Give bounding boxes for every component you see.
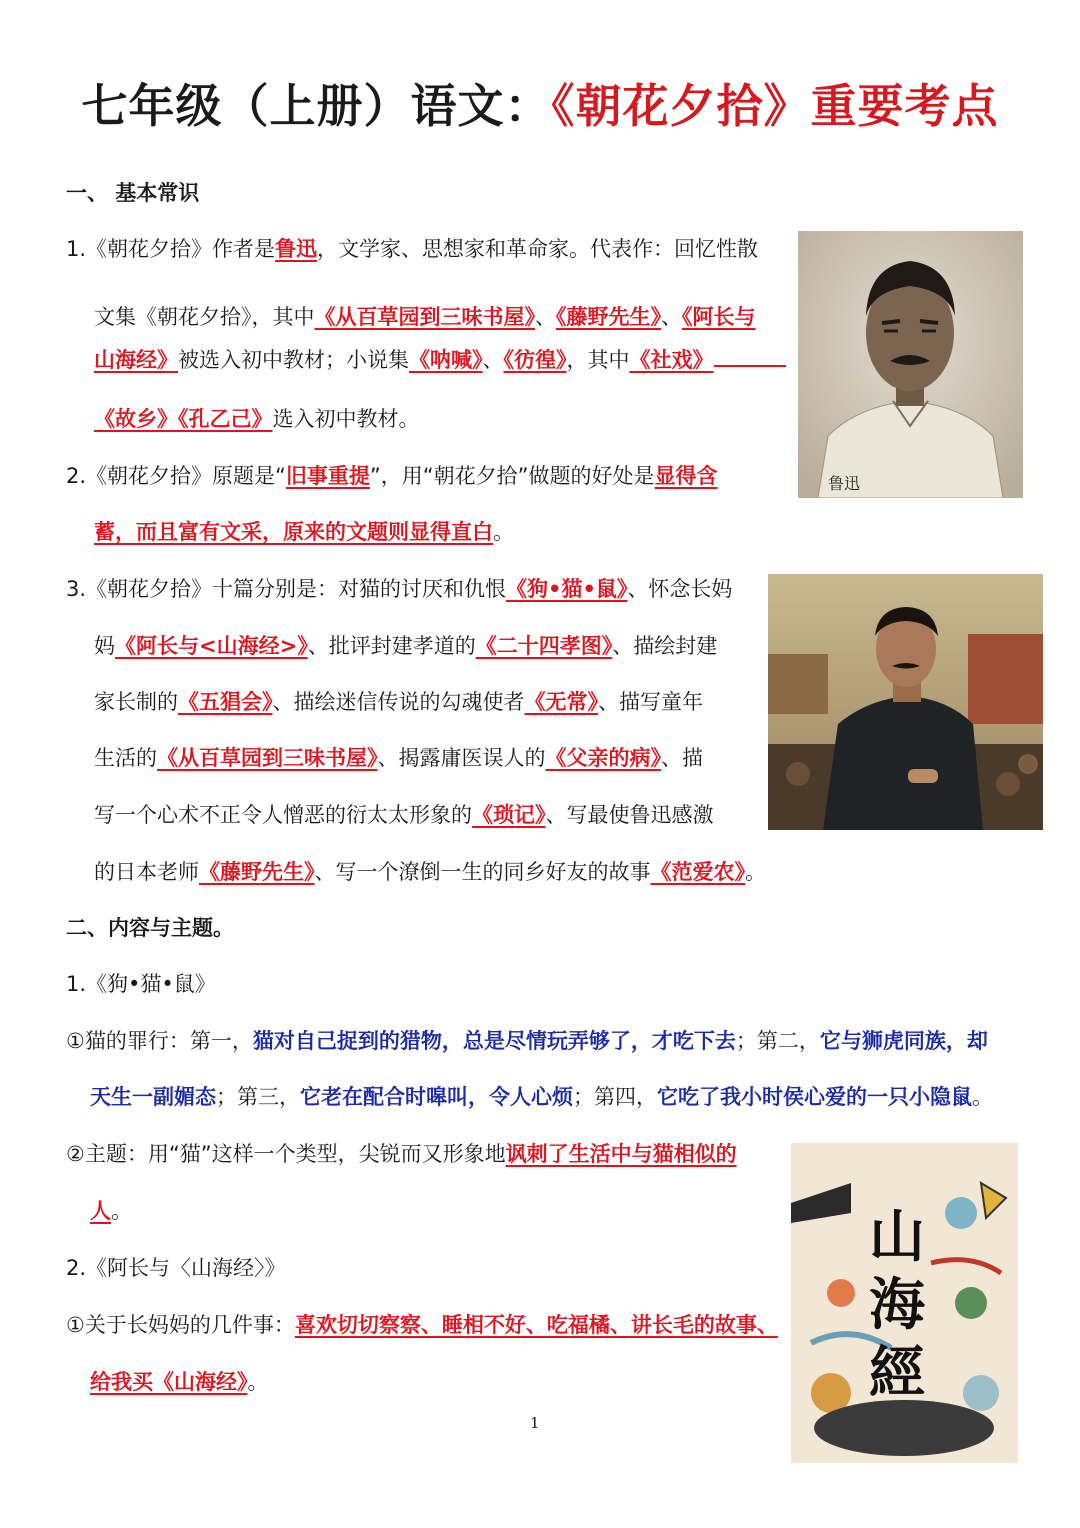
- answer: 《故乡》《孔乙己》: [94, 407, 273, 431]
- answer: 人: [90, 1199, 111, 1223]
- item2-title: 2.《阿长与〈山海经〉》: [66, 1256, 286, 1280]
- c1a-line2: [90, 1082, 993, 1112]
- portrait-drawing-1: [798, 231, 1023, 498]
- p3-line1: [66, 574, 732, 604]
- text: ，文学家、思想家和革命家。代表作：回忆性散: [317, 237, 759, 261]
- fill-blank: [714, 345, 786, 367]
- text: 。: [493, 520, 514, 544]
- p1-line2: [94, 302, 756, 332]
- text: ；第二，: [735, 1029, 820, 1053]
- text: 、描绘迷信传说的勾魂使者: [272, 690, 525, 714]
- c2a-line1: [66, 1310, 778, 1340]
- text: ；第三，: [216, 1085, 300, 1109]
- title-black: 七年级（上册）语文：: [81, 79, 552, 133]
- book-cover-shanhaijing: [791, 1143, 1018, 1463]
- answer: 《范爱农》: [650, 860, 745, 884]
- answer: 《社戏》: [629, 348, 714, 372]
- text: 3.《朝花夕拾》十篇分别是：对猫的讨厌和仇恨: [66, 577, 507, 601]
- book-cover-char-3: 經: [869, 1340, 925, 1406]
- text: ；第四，: [573, 1085, 657, 1109]
- text: 、描写童年: [598, 690, 703, 714]
- text: 、描: [661, 746, 703, 770]
- c2a-line2: [90, 1367, 269, 1397]
- p3-line3: [94, 687, 703, 717]
- title-red: 《朝花夕拾》重要考点: [551, 79, 999, 133]
- text: ”，用“朝花夕拾”做题的好处是: [369, 464, 655, 488]
- p2-line1: [66, 461, 718, 491]
- answer: 山海经》: [94, 348, 178, 372]
- answer: 《彷徨》: [503, 348, 567, 372]
- text: 。: [745, 860, 766, 884]
- text: 、: [661, 305, 682, 329]
- text: 的日本老师: [94, 860, 199, 884]
- p1-line4: [94, 404, 420, 434]
- answer: 给我买《山海经》: [90, 1370, 248, 1394]
- key-point: 它老在配合时嗥叫，令人心烦: [300, 1085, 573, 1109]
- p3-line5: [94, 800, 714, 830]
- c1b-line2: [90, 1196, 132, 1226]
- answer: 显得含: [654, 464, 718, 488]
- answer: 《二十四孝图》: [475, 634, 613, 658]
- text: 、: [535, 305, 556, 329]
- answer: 《五猖会》: [178, 690, 273, 714]
- p3-line2: [94, 631, 717, 661]
- text: 2.《朝花夕拾》原题是“: [66, 464, 286, 488]
- key-point: 猫对自己捉到的猎物，总是尽情玩弄够了，才吃下去: [252, 1029, 736, 1053]
- answer: 旧事重提: [285, 464, 370, 488]
- text: 。: [111, 1199, 132, 1223]
- text: 写一个心术不正令人憎恶的衍太太形象的: [94, 803, 472, 827]
- text: ②主题：用“猫”这样一个类型，尖锐而又形象地: [66, 1142, 506, 1166]
- answer: 《从百草园到三味书屋》: [157, 746, 378, 770]
- answer: 蓄，而且富有文采，原来的文题则显得直白: [94, 520, 493, 544]
- text: 文集《朝花夕拾》，其中: [94, 305, 315, 329]
- answer: 喜欢切切察察、睡相不好、吃福橘、讲长毛的故事、: [294, 1313, 778, 1337]
- answer: 讽刺了生活中与猫相似的: [505, 1142, 737, 1166]
- key-point: 它吃了我小时侯心爱的一只小隐鼠: [657, 1085, 972, 1109]
- answer: 《藤野先生》: [199, 860, 315, 884]
- text: 、描绘封建: [612, 634, 718, 658]
- page-title: [0, 70, 1080, 136]
- text: 、: [482, 348, 504, 372]
- answer: 《藤野先生》: [556, 305, 661, 329]
- answer: 《从百草园到三味书屋》: [314, 305, 535, 329]
- text: 选入初中教材。: [272, 407, 420, 431]
- text: 、写最使鲁迅感激: [545, 803, 714, 827]
- answer: 《狗•猫•鼠》: [506, 577, 628, 601]
- text: ①猫的罪行：第一，: [66, 1029, 253, 1053]
- book-cover-char-1: 山: [869, 1204, 925, 1270]
- text: ，其中: [566, 348, 630, 372]
- c1b-line1: [66, 1139, 737, 1169]
- p1-line1: [66, 234, 758, 264]
- text: 、怀念长妈: [627, 577, 733, 601]
- answer: 《无常》: [524, 690, 598, 714]
- text: 妈: [94, 634, 115, 658]
- answer: 鲁迅: [275, 237, 318, 261]
- painting-drawing-2: [768, 574, 1043, 830]
- answer: 《阿长与<山海经>》: [115, 634, 308, 658]
- answer: 《琐记》: [472, 803, 546, 827]
- text: 、揭露庸医误人的: [377, 746, 546, 770]
- p2-line2: [94, 517, 514, 547]
- text: 。: [972, 1085, 993, 1109]
- section-heading-content: 二、内容与主题。: [66, 916, 234, 940]
- p3-line4: [94, 743, 703, 773]
- text: 家长制的: [94, 690, 178, 714]
- text: 、批评封建孝道的: [307, 634, 476, 658]
- key-point: 天生一副媚态: [90, 1085, 216, 1109]
- section-heading-basic: 一、 基本常识: [66, 181, 200, 205]
- text: 生活的: [94, 746, 157, 770]
- p3-line6: [94, 857, 766, 887]
- text: 、写一个潦倒一生的同乡好友的故事: [314, 860, 651, 884]
- text: 被选入初中教材；小说集: [178, 348, 409, 372]
- answer: 《呐喊》: [409, 348, 483, 372]
- portrait-photo-1: [798, 231, 1023, 498]
- item1-title: 1.《狗•猫•鼠》: [66, 972, 216, 996]
- book-cover-char-2: 海: [869, 1272, 925, 1338]
- p1-line3: [94, 345, 786, 375]
- answer: 《父亲的病》: [545, 746, 661, 770]
- key-point: 它与狮虎同族，却: [819, 1029, 988, 1053]
- answer: 《阿长与: [682, 305, 756, 329]
- portrait-painting-2: [768, 574, 1043, 830]
- page-number: 1: [530, 1414, 540, 1432]
- text: 1.《朝花夕拾》作者是: [66, 237, 276, 261]
- portrait-caption: 鲁迅: [828, 474, 861, 493]
- text: ①关于长妈妈的几件事：: [66, 1313, 295, 1337]
- text: 。: [247, 1370, 269, 1394]
- c1a-line1: [66, 1026, 988, 1056]
